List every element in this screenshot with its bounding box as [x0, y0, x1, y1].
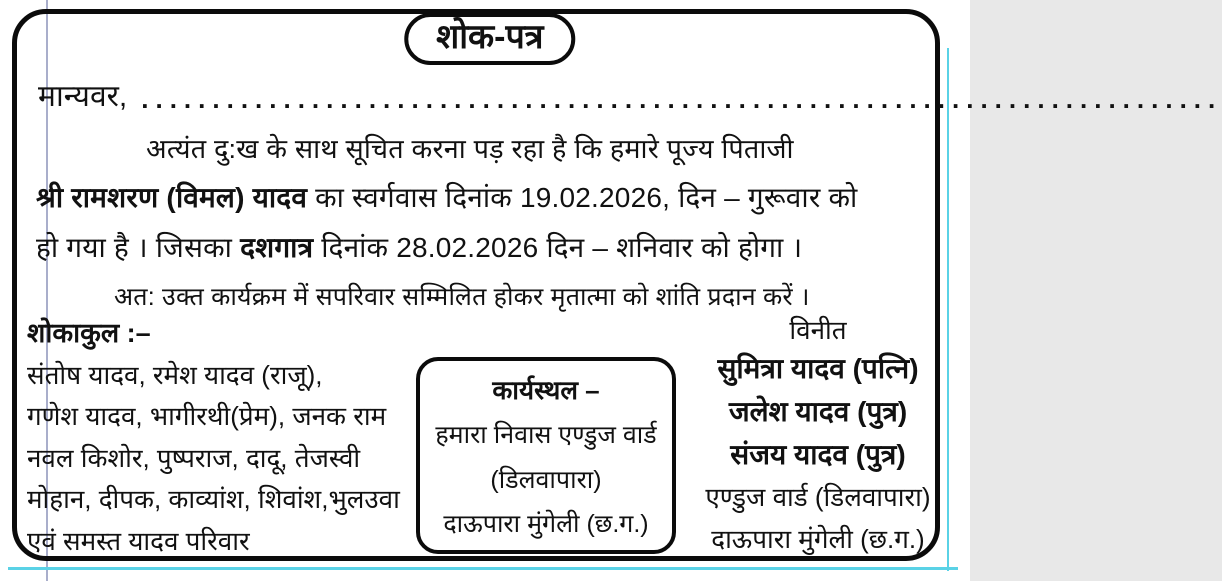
family-member-name: संजय यादव (पुत्र) — [730, 439, 906, 470]
regards-address-line: दाऊपारा मुंगेली (छ.ग.) — [711, 524, 925, 554]
scan-artifact-right-line — [947, 48, 949, 571]
venue-line: दाऊपारा मुंगेली (छ.ग.) — [443, 509, 649, 538]
family-member-name: जलेश यादव (पुत्र) — [728, 396, 908, 427]
venue-line: (डिलवापारा) — [490, 465, 602, 494]
salutation-dotted-line: ............................................................................ — [141, 83, 1222, 114]
venue-heading: कार्यस्थल – — [492, 375, 600, 406]
venue-box — [416, 357, 676, 554]
scan-artifact-bottom-line — [8, 567, 958, 570]
salutation-row — [38, 74, 1222, 115]
regards-address-line: एण्डुज वार्ड (डिलवापारा) — [705, 482, 931, 512]
mourners-line: नवल किशोर, पुष्पराज, दादू, तेजस्वी — [27, 442, 361, 473]
venue-line: हमारा निवास एण्डुज वार्ड — [435, 421, 657, 450]
regards-column — [692, 313, 944, 560]
body-line-2 — [36, 178, 857, 216]
mourners-heading: शोकाकुल :– — [27, 318, 151, 348]
mourners-line: एवं समस्त यादव परिवार — [27, 525, 250, 556]
page-title — [404, 13, 575, 65]
body-line-3-pre: हो गया है । जिसका — [36, 232, 241, 263]
family-member-name: सुमित्रा यादव (पत्नि) — [717, 353, 919, 384]
mourners-line: संतोष यादव, रमेश यादव (राजू), — [27, 359, 323, 390]
body-line-4: अत: उक्त कार्यक्रम में सपरिवार सम्मिलित होकर मृतात्मा को शांति प्रदान करें । — [114, 283, 810, 311]
salutation-label: मान्यवर, — [38, 80, 128, 113]
body-line-3 — [36, 228, 802, 266]
body-line-1: अत्यंत दु:ख के साथ सूचित करना पड़ रहा है कि हमारे पूज्य पिताजी — [146, 134, 794, 164]
body-line-2-rest: का स्वर्गवास दिनांक 19.02.2026, दिन – गुरूवार को — [307, 182, 858, 213]
ritual-name: दशगात्र — [240, 232, 314, 263]
deceased-name: श्री रामशरण (विमल) यादव — [36, 182, 308, 213]
mourners-line: गणेश यादव, भागीरथी(प्रेम), जनक राम — [27, 401, 387, 431]
body-line-3-rest: दिनांक 28.02.2026 दिन – शनिवार को होगा । — [313, 232, 803, 263]
page-title-text: शोक-पत्र — [436, 18, 544, 56]
mourners-line: मोहान, दीपक, काव्यांश, शिवांश,भुलउवा — [27, 484, 400, 514]
mourners-column — [27, 313, 417, 562]
regards-heading: विनीत — [789, 315, 847, 345]
